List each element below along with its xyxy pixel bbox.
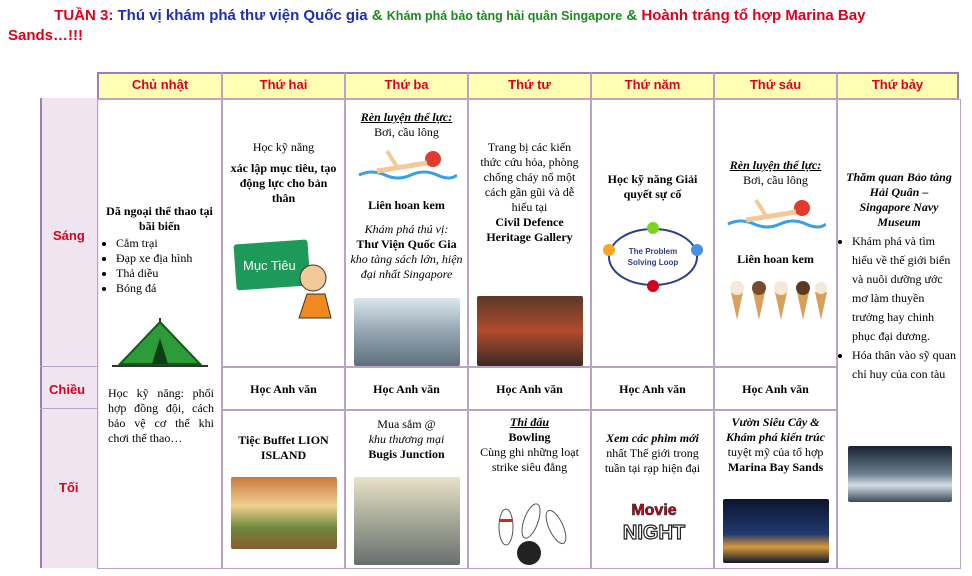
sunday-cell xyxy=(97,99,222,569)
friday-icecream: Liên hoan kem xyxy=(737,252,814,266)
movie-text-1: Movie xyxy=(631,502,677,519)
title-part-2: Khám phá bảo tàng hải quân Singapore xyxy=(386,9,623,23)
thursday-evening-cell xyxy=(591,410,714,569)
monday-evening: Tiệc Buffet LION ISLAND xyxy=(238,433,329,462)
bowling-image xyxy=(481,497,581,567)
loop-text-2: Solving Loop xyxy=(627,258,679,267)
day-header-tuesday: Thứ ba xyxy=(345,72,468,99)
friday-afternoon-cell: Học Anh văn xyxy=(714,367,837,410)
sunday-text: Học kỹ năng: phối hợp đồng đội, cách bảo vệ cơ thể khi chơi thể thao… xyxy=(108,386,214,445)
saturday-cell xyxy=(837,99,961,569)
goal-image-text: Mục Tiêu xyxy=(243,258,296,273)
thursday-morning-cell xyxy=(591,99,714,367)
tuesday-library: Thư Viện Quốc Gia xyxy=(356,237,457,251)
day-header-saturday: Thứ bảy xyxy=(837,72,959,99)
tuesday-morning-cell xyxy=(345,99,468,367)
friday-evening-place: Marina Bay Sands xyxy=(727,460,824,474)
friday-evening-text: tuyệt mỹ của tổ hợp xyxy=(727,445,824,459)
thursday-title: Học kỹ năng Giải quyết sự cố xyxy=(607,172,698,201)
session-morning: Sáng xyxy=(53,228,85,243)
thursday-evening-text: nhất Thế giới trong tuần tại rạp hiện đại xyxy=(604,446,701,475)
ampersand-1: & xyxy=(371,7,383,24)
thursday-afternoon-cell: Học Anh văn xyxy=(591,367,714,410)
movie-night-image xyxy=(604,493,704,553)
problem-loop-image xyxy=(597,220,709,294)
list-item: • Hóa thân vào sỹ quan chỉ huy của con tàu xyxy=(852,346,956,384)
swimmer-image xyxy=(726,194,826,236)
wednesday-morning-cell xyxy=(468,99,591,367)
library-image xyxy=(354,298,460,366)
friday-sport-text: Bơi, cầu lông xyxy=(743,173,808,187)
tent-image xyxy=(110,318,210,370)
navy-museum-image xyxy=(848,446,952,502)
movie-text-2: NIGHT xyxy=(622,522,686,544)
title-part-3: Hoành tráng tổ hợp Marina Bay xyxy=(641,7,866,24)
schedule-table xyxy=(40,70,962,570)
icecream-image xyxy=(723,274,829,322)
session-evening: Tối xyxy=(59,480,79,495)
wednesday-text: Trang bị các kiến thức cứu hỏa, phòng chống cháy nổ một cách gần gũi và dễ hiểu tại xyxy=(480,140,579,214)
session-divider xyxy=(40,408,97,409)
goal-image xyxy=(233,238,333,328)
mall-image xyxy=(354,477,460,565)
monday-title: xác lập mục tiêu, tạo động lực cho bản thân xyxy=(230,161,337,205)
list-item: • Bóng đá xyxy=(116,281,221,296)
title-part-3b: Sands…!!! xyxy=(8,27,83,44)
fire-gallery-image xyxy=(477,296,583,366)
saturday-list xyxy=(852,232,956,384)
friday-morning-cell xyxy=(714,99,837,367)
list-item: • Cắm trại xyxy=(116,236,221,251)
wednesday-evening-cell xyxy=(468,410,591,569)
tuesday-evening-cell xyxy=(345,410,468,569)
monday-intro: Học kỹ năng xyxy=(252,140,315,154)
tuesday-evening-1: Mua sắm @ xyxy=(377,417,436,431)
list-item: • Đạp xe địa hình xyxy=(116,251,221,266)
session-column xyxy=(40,98,99,568)
tuesday-sport-text: Bơi, cầu lông xyxy=(374,125,439,139)
wednesday-evening-title: Thi đấu xyxy=(509,415,549,429)
title-part-1: Thú vị khám phá thư viện Quốc gia xyxy=(117,7,368,24)
loop-text-1: The Problem xyxy=(628,247,678,256)
saturday-title: Thăm quan Bảo tàng Hải Quân – Singapore Navy Museum xyxy=(846,170,952,229)
friday-evening-title: Vườn Siêu Cây & Khám phá kiến trúc xyxy=(725,415,826,444)
monday-afternoon-cell: Học Anh văn xyxy=(222,367,345,410)
tuesday-evening-2: khu thương mại xyxy=(368,432,445,446)
sunday-list xyxy=(116,236,221,296)
monday-morning-cell xyxy=(222,99,345,367)
ampersand-2: & xyxy=(626,7,638,24)
thursday-evening-title: Xem các phim mới xyxy=(606,431,699,445)
swimmer-image xyxy=(357,145,457,187)
day-header-thursday: Thứ năm xyxy=(591,72,714,99)
wednesday-evening-sport: Bowling xyxy=(508,430,551,444)
list-item: • Thả diều xyxy=(116,266,221,281)
tuesday-explore: Khám phá thú vị: xyxy=(364,222,449,236)
buffet-image xyxy=(231,477,337,549)
wednesday-place: Civil Defence Heritage Gallery xyxy=(486,215,573,244)
friday-evening-cell xyxy=(714,410,837,569)
sunday-title: Dã ngoại thể thao tại bãi biển xyxy=(106,204,213,233)
week-label: TUẦN 3: xyxy=(54,7,114,24)
tuesday-evening-3: Bugis Junction xyxy=(368,447,445,461)
page-title xyxy=(8,6,958,46)
tuesday-library-desc: kho tàng sách lớn, hiện đại nhất Singapore xyxy=(350,252,463,281)
day-header-wednesday: Thứ tư xyxy=(468,72,591,99)
marina-bay-image xyxy=(723,499,829,563)
list-item: • Khám phá và tìm hiểu về thế giới biển và nuôi dưỡng ước mơ làm thuyền trưởng hay chinh phục đại dương. xyxy=(852,232,956,346)
friday-sport-title: Rèn luyện thể lực: xyxy=(729,158,822,172)
tuesday-icecream: Liên hoan kem xyxy=(368,198,445,212)
day-header-friday: Thứ sáu xyxy=(714,72,837,99)
day-header-monday: Thứ hai xyxy=(222,72,345,99)
wednesday-afternoon-cell: Học Anh văn xyxy=(468,367,591,410)
tuesday-sport-title: Rèn luyện thể lực: xyxy=(360,110,453,124)
session-divider xyxy=(40,366,97,367)
monday-evening-cell xyxy=(222,410,345,569)
wednesday-evening-text: Cùng ghi những loạt strike siêu đẳng xyxy=(480,445,579,474)
day-header-sunday: Chủ nhật xyxy=(97,72,222,99)
tuesday-afternoon-cell: Học Anh văn xyxy=(345,367,468,410)
session-afternoon: Chiều xyxy=(49,382,86,397)
